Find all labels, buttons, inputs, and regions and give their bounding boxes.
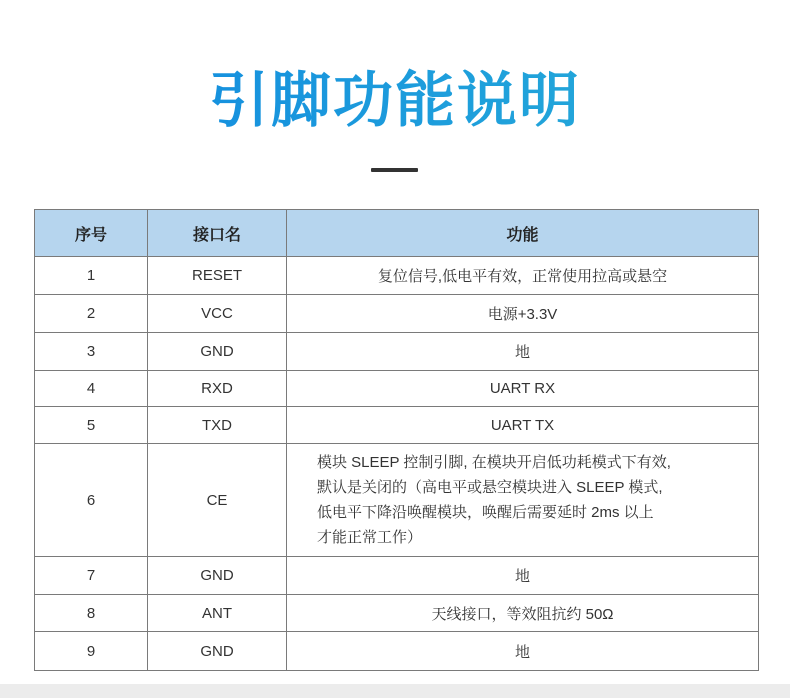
cell-pin-name: RXD xyxy=(148,371,287,407)
cell-pin-name: GND xyxy=(148,333,287,371)
cell-function: 地 xyxy=(287,333,759,371)
cell-function xyxy=(287,444,759,557)
table-row xyxy=(35,333,759,371)
cell-index: 8 xyxy=(35,595,148,632)
cell-function: 天线接口，等效阻抗约 50Ω xyxy=(287,595,759,632)
title-divider xyxy=(371,168,418,172)
cell-pin-name: VCC xyxy=(148,295,287,333)
cell-function: 电源+3.3V xyxy=(287,295,759,333)
bottom-strip xyxy=(0,684,790,698)
table-row xyxy=(35,407,759,444)
cell-pin-name: GND xyxy=(148,557,287,595)
header-index: 序号 xyxy=(35,210,148,257)
cell-index: 4 xyxy=(35,371,148,407)
table-row xyxy=(35,595,759,632)
cell-index: 7 xyxy=(35,557,148,595)
cell-pin-name: RESET xyxy=(148,257,287,295)
cell-function: 地 xyxy=(287,632,759,671)
cell-function: UART TX xyxy=(287,407,759,444)
header-function: 功能 xyxy=(287,210,759,257)
cell-index: 6 xyxy=(35,444,148,557)
table-header-row xyxy=(35,210,759,257)
header-pin-name: 接口名 xyxy=(148,210,287,257)
table-row xyxy=(35,444,759,557)
page-title: 引脚功能说明 xyxy=(0,58,790,144)
cell-function: UART RX xyxy=(287,371,759,407)
cell-pin-name: ANT xyxy=(148,595,287,632)
cell-index: 1 xyxy=(35,257,148,295)
pin-function-table xyxy=(34,209,759,671)
table-row xyxy=(35,257,759,295)
function-line: 默认是关闭的（高电平或悬空模块进入 SLEEP 模式, xyxy=(317,479,663,496)
table-row xyxy=(35,557,759,595)
table-row xyxy=(35,632,759,671)
cell-function: 复位信号,低电平有效，正常使用拉高或悬空 xyxy=(287,257,759,295)
cell-pin-name: CE xyxy=(148,444,287,557)
cell-pin-name: GND xyxy=(148,632,287,671)
cell-index: 3 xyxy=(35,333,148,371)
cell-function: 地 xyxy=(287,557,759,595)
function-line: 才能正常工作） xyxy=(317,529,423,546)
table-row xyxy=(35,371,759,407)
cell-index: 5 xyxy=(35,407,148,444)
cell-index: 9 xyxy=(35,632,148,671)
table-row xyxy=(35,295,759,333)
cell-pin-name: TXD xyxy=(148,407,287,444)
function-line: 低电平下降沿唤醒模块，唤醒后需要延时 2ms 以上 xyxy=(317,504,654,521)
cell-index: 2 xyxy=(35,295,148,333)
function-line: 模块 SLEEP 控制引脚, 在模块开启低功耗模式下有效, xyxy=(317,454,671,471)
